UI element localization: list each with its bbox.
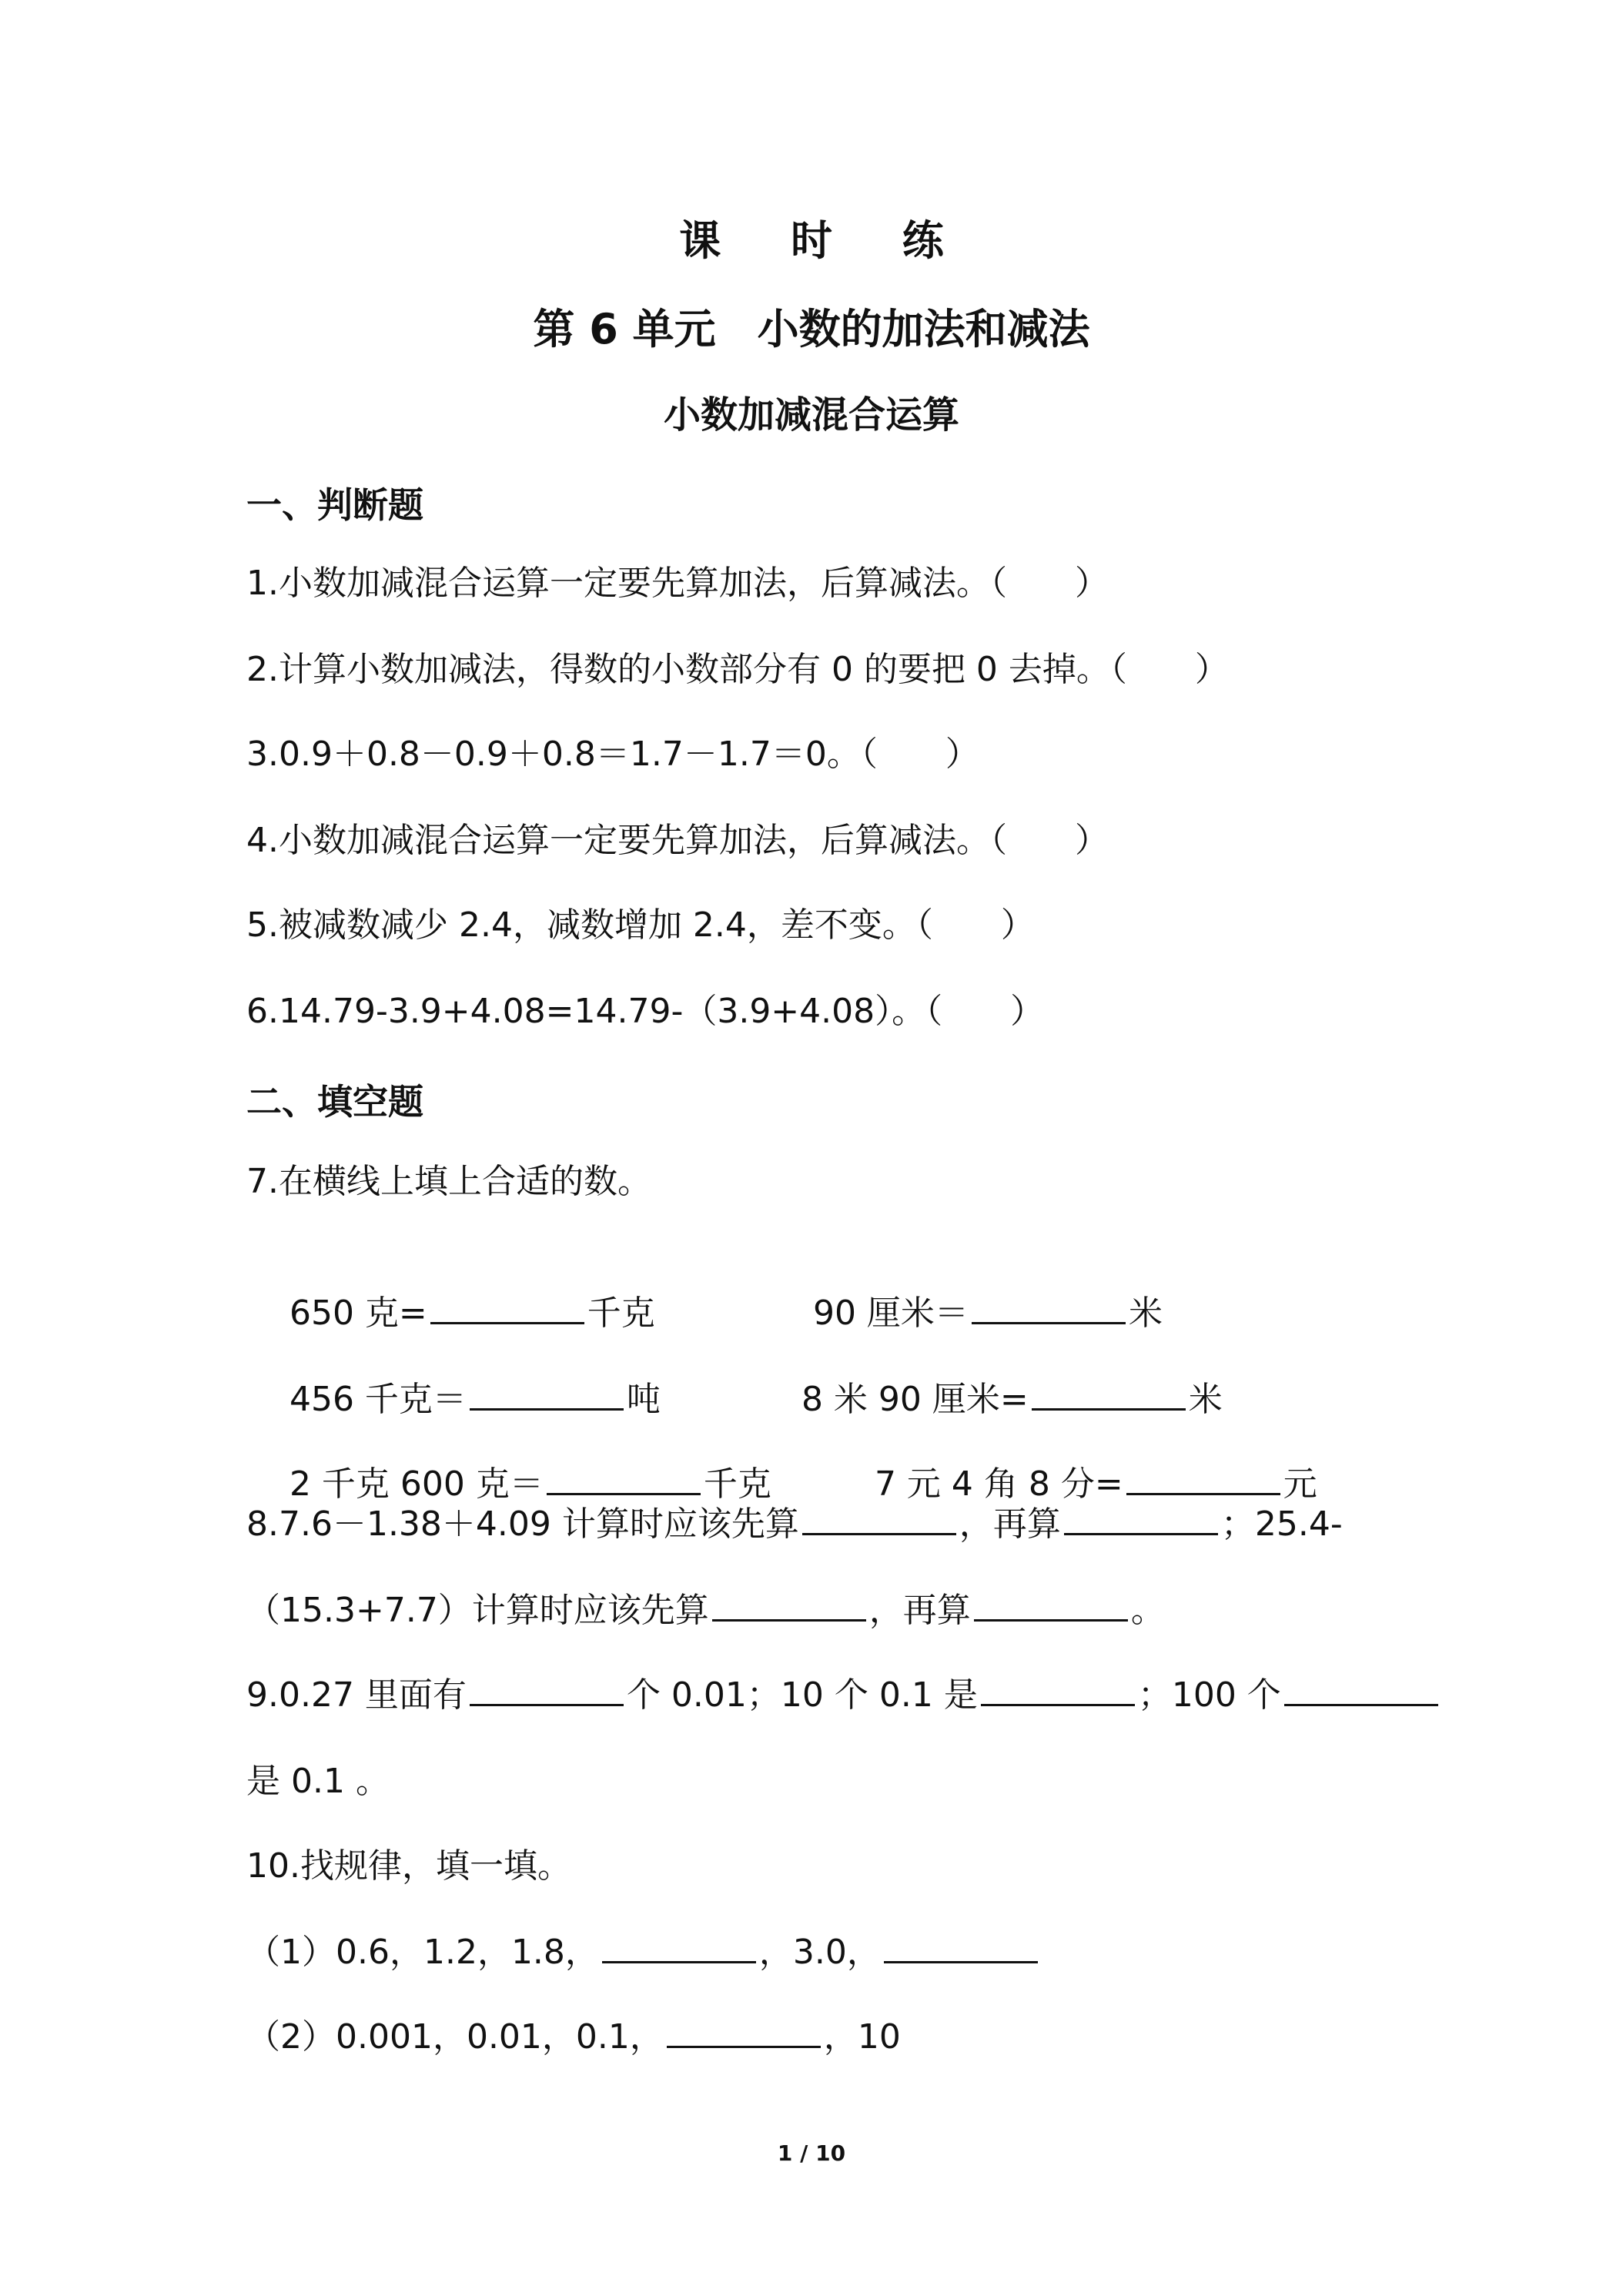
question-9-line-1	[246, 1672, 1441, 1719]
q7-item-prefix: 456 千克＝	[289, 1380, 467, 1419]
q10-text: ，10	[823, 2017, 901, 2057]
q7-item-prefix: 650 克=	[289, 1294, 427, 1333]
q7-item-unit: 元	[1283, 1464, 1317, 1504]
answer-blank[interactable]	[602, 1930, 756, 1963]
question-9-line-2: 是 0.1 。	[246, 1762, 390, 1801]
q7-item-unit: 千克	[587, 1294, 655, 1333]
answer-blank[interactable]	[884, 1930, 1038, 1963]
question-3: 3.0.9＋0.8－0.9＋0.8＝1.7－1.7＝0。（ ）	[246, 735, 979, 774]
answer-blank[interactable]	[470, 1377, 624, 1411]
answer-blank[interactable]	[1126, 1462, 1280, 1495]
question-8-line-1	[246, 1501, 1343, 1548]
answer-blank[interactable]	[981, 1673, 1135, 1706]
worksheet-title: 课 时 练	[679, 216, 972, 265]
q8-text: 。	[1130, 1591, 1165, 1630]
q10-text: ，3.0，	[758, 1933, 881, 1972]
q8-text: ，再算	[959, 1504, 1061, 1544]
q8-text: ，再算	[868, 1591, 971, 1630]
q7-item-unit: 米	[1188, 1380, 1223, 1419]
section-heading-judgement: 一、判断题	[246, 484, 423, 526]
answer-blank[interactable]	[547, 1462, 701, 1495]
answer-blank[interactable]	[430, 1291, 584, 1324]
question-8-line-2	[246, 1588, 1165, 1634]
q10-text: （2）0.001，0.01，0.1，	[246, 2017, 664, 2057]
question-7-stem: 7.在横线上填上合适的数。	[246, 1162, 651, 1201]
question-5: 5.被减数减少 2.4，减数增加 2.4，差不变。（ ）	[246, 905, 1035, 945]
q9-text: 9.0.27 里面有	[246, 1675, 467, 1715]
q7-item-unit: 吨	[626, 1380, 661, 1419]
question-2: 2.计算小数加减法，得数的小数部分有 0 的要把 0 去掉。（ ）	[246, 650, 1229, 689]
q10-text: （1）0.6，1.2，1.8，	[246, 1933, 599, 1972]
q8-text: 8.7.6－1.38＋4.09 计算时应该先算	[246, 1504, 799, 1544]
question-10-part-1	[246, 1930, 1041, 1976]
q7-item-unit: 千克	[703, 1464, 771, 1504]
answer-blank[interactable]	[802, 1502, 956, 1535]
question-10-stem: 10.找规律，填一填。	[246, 1846, 571, 1886]
q8-text: ；25.4-	[1220, 1504, 1343, 1544]
page-number: 1 / 10	[777, 2140, 846, 2166]
q7-item-prefix: 2 千克 600 克＝	[289, 1464, 544, 1504]
q7-item-prefix: 7 元 4 角 8 分=	[874, 1464, 1123, 1504]
section-heading-fill-blank: 二、填空题	[246, 1081, 423, 1123]
q9-text: 个 0.01；10 个 0.1 是	[626, 1675, 978, 1715]
q7-item-unit: 米	[1128, 1294, 1163, 1333]
unit-title: 第 6 单元 小数的加法和减法	[533, 305, 1090, 353]
answer-blank[interactable]	[1064, 1502, 1218, 1535]
answer-blank[interactable]	[1284, 1673, 1438, 1706]
answer-blank[interactable]	[974, 1588, 1128, 1622]
q9-text: ；100 个	[1137, 1675, 1281, 1715]
answer-blank[interactable]	[1032, 1377, 1186, 1411]
question-4: 4.小数加减混合运算一定要先算加法，后算减法。（ ）	[246, 821, 1109, 860]
question-10-part-2	[246, 2014, 901, 2060]
answer-blank[interactable]	[972, 1291, 1126, 1324]
question-6: 6.14.79-3.9+4.08=14.79-（3.9+4.08）。（ ）	[246, 992, 1045, 1031]
q8-text: （15.3+7.7）计算时应该先算	[246, 1591, 709, 1630]
lesson-title: 小数加减混合运算	[663, 393, 959, 437]
q7-item-prefix: 90 厘米＝	[812, 1294, 969, 1333]
answer-blank[interactable]	[667, 2015, 821, 2048]
answer-blank[interactable]	[712, 1588, 866, 1622]
question-1: 1.小数加减混合运算一定要先算加法，后算减法。（ ）	[246, 564, 1109, 603]
q7-item-prefix: 8 米 90 厘米=	[801, 1380, 1029, 1419]
answer-blank[interactable]	[470, 1673, 624, 1706]
